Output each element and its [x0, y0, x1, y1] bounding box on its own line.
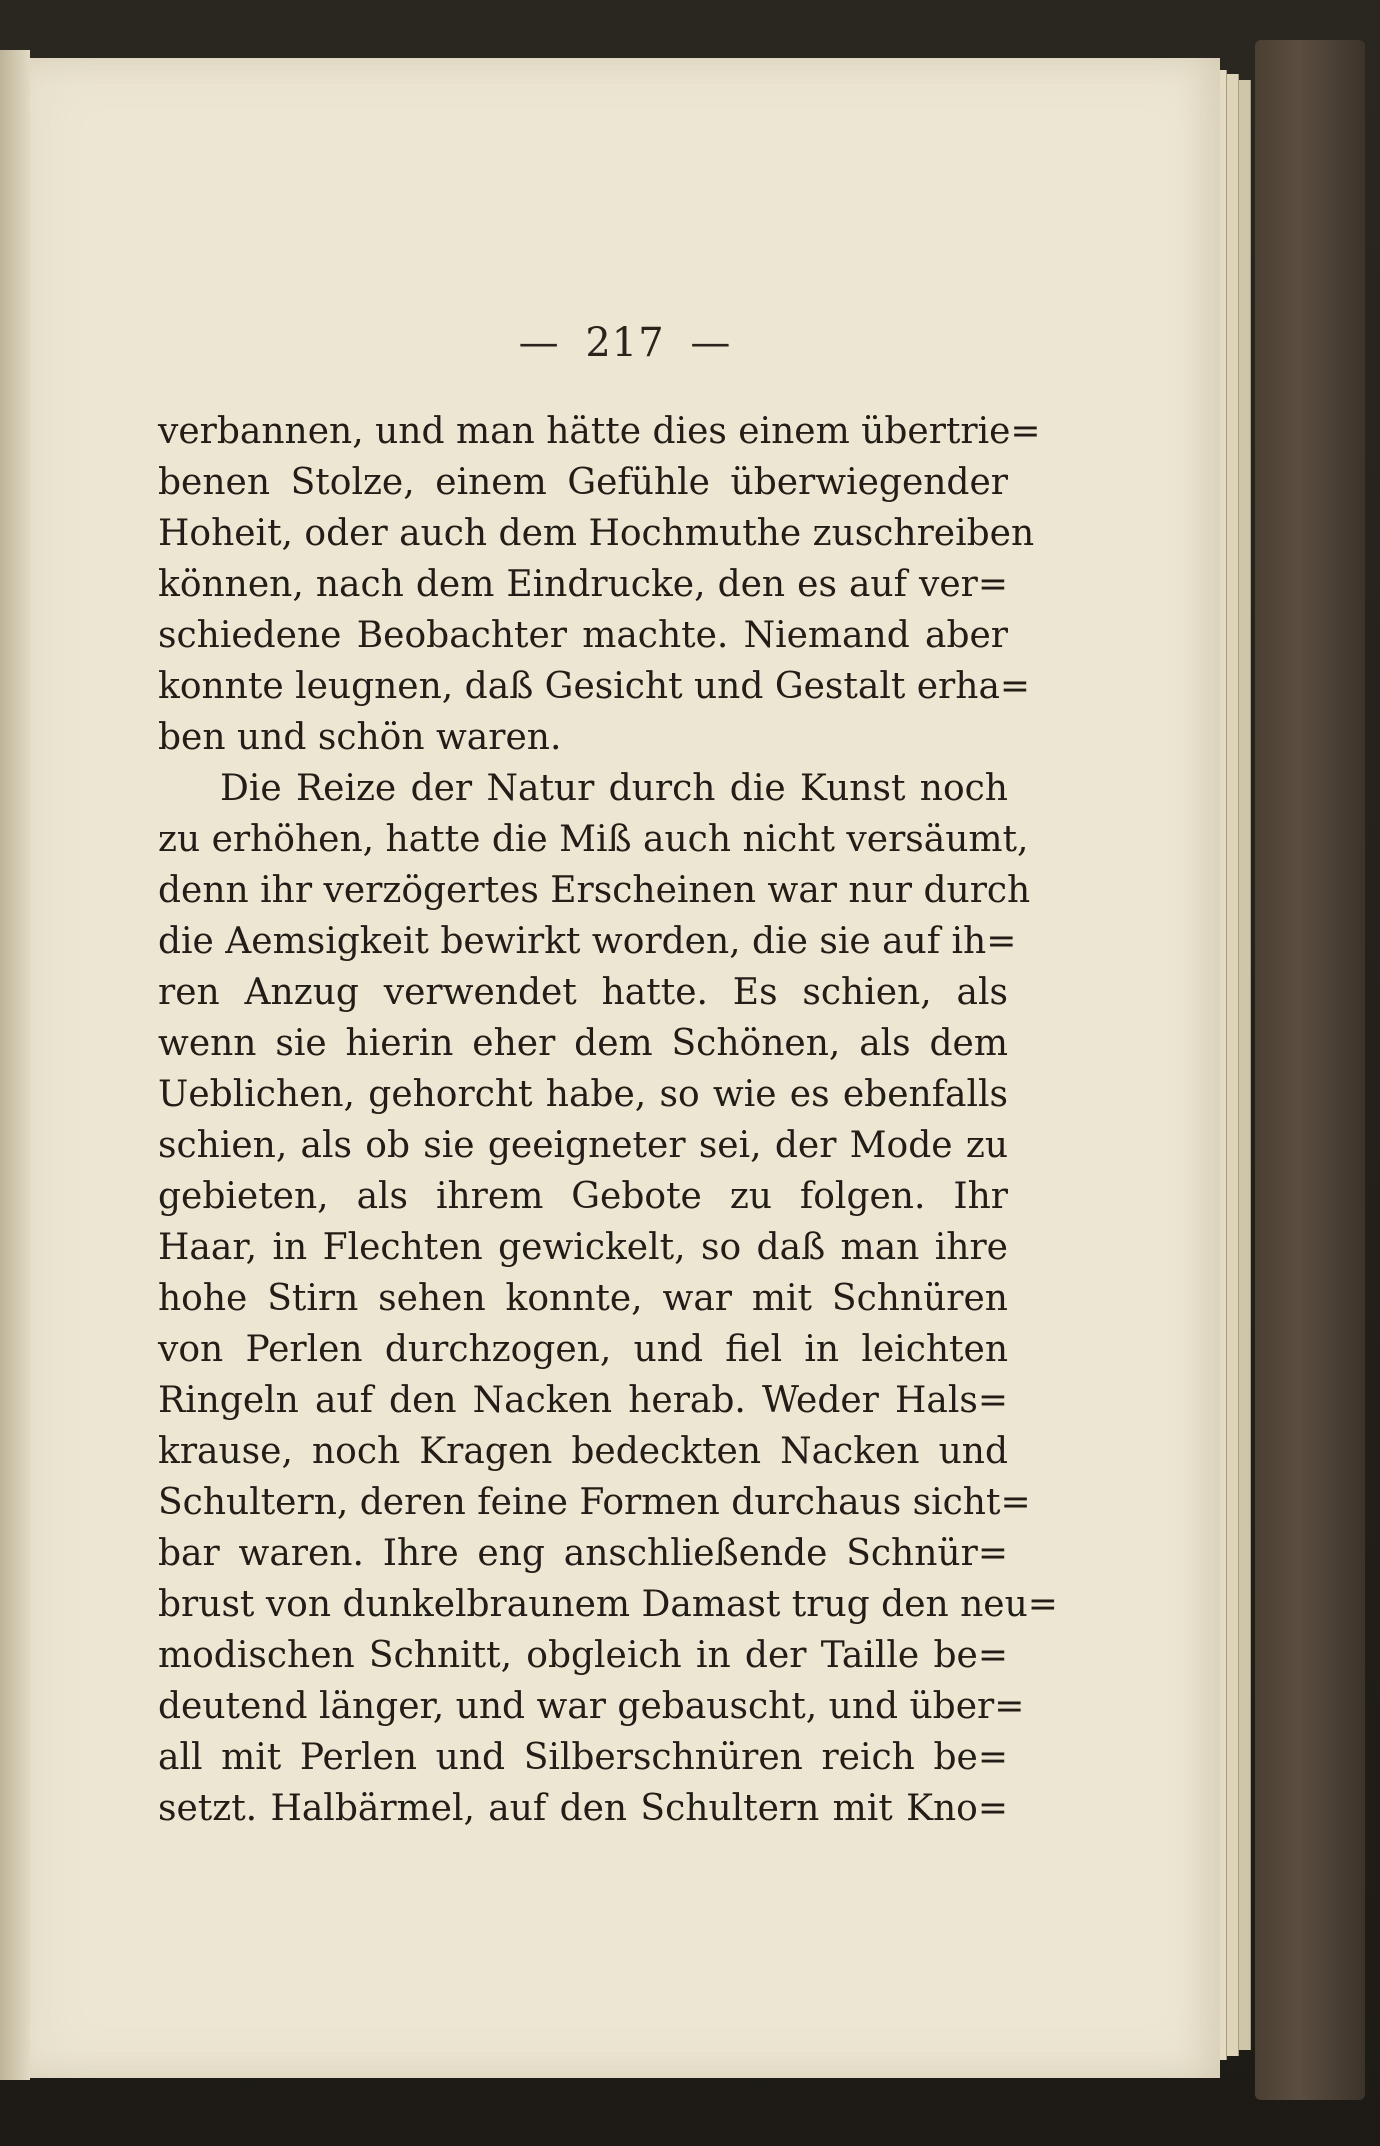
text-line: Schultern, deren feine Formen durchaus sicht= [158, 1482, 1031, 1523]
book-cover-edge [1255, 40, 1365, 2100]
text-line: können, nach dem Eindrucke, den es auf ver= [158, 564, 1008, 605]
text-line: zu erhöhen, hatte die Miß auch nicht versäumt, [158, 819, 1029, 860]
text-line: die Aemsigkeit bewirkt worden, die sie auf ih= [158, 921, 1017, 962]
book-page [30, 58, 1220, 2078]
text-line: Haar, in Flechten gewickelt, so daß man ihre [158, 1227, 1008, 1268]
text-line: von Perlen durchzogen, und fiel in leichten [158, 1329, 1008, 1370]
text-line: verbannen, und man hätte dies einem übertrie= [158, 411, 1041, 452]
text-line: konnte leugnen, daß Gesicht und Gestalt erha= [158, 666, 1031, 707]
text-line: Ringeln auf den Nacken herab. Weder Hals= [158, 1380, 1008, 1421]
page-number: 217 [585, 320, 665, 366]
text-line: all mit Perlen und Silberschnüren reich be= [158, 1737, 1008, 1778]
header-dash-right: — [690, 320, 732, 366]
text-line: benen Stolze, einem Gefühle überwiegender [158, 462, 1008, 503]
text-line: wenn sie hierin eher dem Schönen, als dem [158, 1023, 1008, 1064]
text-line: Die Reize der Natur durch die Kunst noch [220, 768, 1008, 809]
text-line: Ueblichen, gehorcht habe, so wie es ebenfalls [158, 1074, 1008, 1115]
text-line: denn ihr verzögertes Erscheinen war nur durch [158, 870, 1031, 911]
page-edge [1238, 80, 1251, 2050]
text-line: krause, noch Kragen bedeckten Nacken und [158, 1431, 1008, 1472]
header-dash-left: — [518, 320, 560, 366]
text-line: bar waren. Ihre eng anschließende Schnür= [158, 1533, 1008, 1574]
text-line: modischen Schnitt, obgleich in der Taille be= [158, 1635, 1008, 1676]
text-line: deutend länger, und war gebauscht, und über= [158, 1686, 1025, 1727]
text-line: ben und schön waren. [158, 717, 562, 758]
text-line: schiedene Beobachter machte. Niemand aber [158, 615, 1008, 656]
text-line: brust von dunkelbraunem Damast trug den neu= [158, 1584, 1058, 1625]
text-line: ren Anzug verwendet hatte. Es schien, als [158, 972, 1008, 1013]
previous-page-edge [0, 50, 30, 2080]
text-line: schien, als ob sie geeigneter sei, der Mode zu [158, 1125, 1008, 1166]
text-line: Hoheit, oder auch dem Hochmuthe zuschreiben [158, 513, 1035, 554]
page-body [158, 406, 1058, 1834]
page-header [30, 320, 1220, 366]
page-edge [1226, 74, 1239, 2056]
text-line: gebieten, als ihrem Gebote zu folgen. Ihr [158, 1176, 1008, 1217]
text-line: setzt. Halbärmel, auf den Schultern mit Kno= [158, 1788, 1008, 1829]
text-line: hohe Stirn sehen konnte, war mit Schnüren [158, 1278, 1008, 1319]
